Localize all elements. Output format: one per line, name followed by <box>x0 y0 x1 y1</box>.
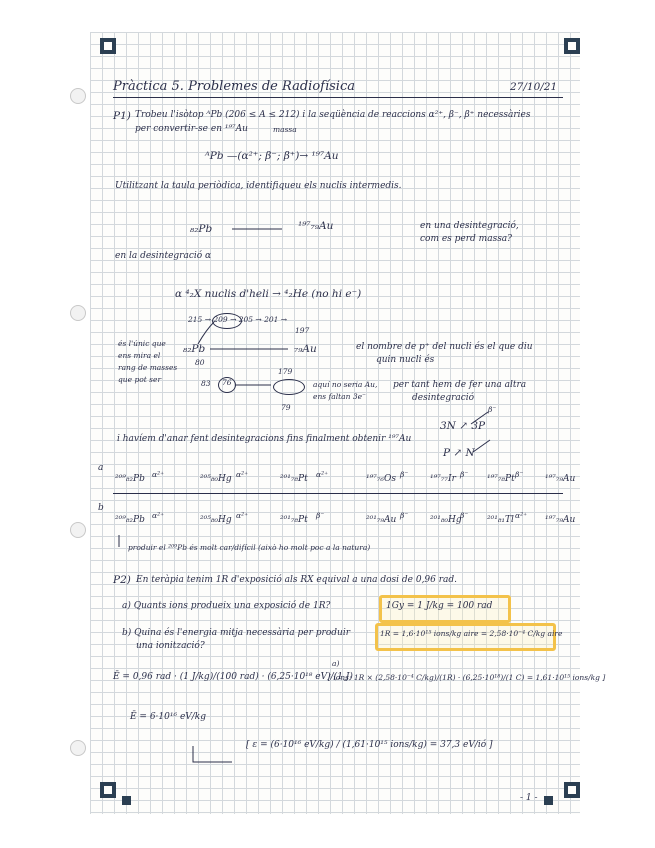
nuclide-label: ¹⁹⁷₇₇Ir <box>430 474 456 484</box>
au-note-cont: ens faltan 3e⁻ <box>313 392 367 401</box>
chain-76: 76 <box>222 378 232 387</box>
part-a-label: a) <box>332 659 340 668</box>
beta-label: β⁻ <box>488 405 497 414</box>
nuclide-label: ²⁰⁵₈₀Hg <box>200 515 232 525</box>
roentgen-conversion: 1R = 1,6·10¹⁵ ions/kg aire = 2,58·10⁻⁴ C/kg aire <box>380 629 563 638</box>
final-energy-equation: [ ε = (6·10¹⁶ eV/kg) / (1,61·10¹⁵ ions/kg) = 37,3 eV/ió ] <box>246 740 493 750</box>
alpha-equation: α ⁴₂X nuclis d'heli → ⁴₂He (no hi e⁻) <box>175 288 362 300</box>
decay-type-label: α²⁺ <box>236 511 249 520</box>
chain-au: ₇₉Au <box>294 343 317 355</box>
nuclide-label: ²⁰¹₇₉Au <box>366 515 397 525</box>
left-note-line: rang de masses <box>118 363 178 372</box>
problem-1-number: P1) <box>113 110 131 122</box>
decay-type-label: α²⁺ <box>316 470 329 479</box>
problem-2-number: P2) <box>113 574 131 586</box>
arrow-line <box>198 322 214 344</box>
reaction-equation: ᴬPb —(α²⁺; β⁻; β⁺)→ ¹⁹⁷Au <box>205 150 339 162</box>
nuclide-label: ²⁰⁵₈₀Hg <box>200 474 232 484</box>
page-title: Pràctica 5. Problemes de Radiofísica <box>113 79 355 94</box>
arrow-line <box>471 412 488 424</box>
left-note-line: és l'únic que <box>118 339 166 348</box>
question-b-cont: una ionització? <box>136 641 205 651</box>
instruction-text: Utilitzant la taula periòdica, identifiqueu els nuclis intermedis. <box>115 181 402 191</box>
question-a: a) Quants ions produeix una exposició de 1R? <box>122 601 331 611</box>
decay-type-label: α²⁺ <box>152 511 165 520</box>
footnote: produir el ²⁰⁹Pb és molt car/difícil (això ho molt poc a la natura) <box>128 543 371 552</box>
proton-note-cont: quin nucli és <box>376 355 435 365</box>
neutron-proton-1: 3N ↗ 3P <box>440 420 486 432</box>
mass-197: 197 <box>295 326 310 335</box>
decay-type-label: α²⁺ <box>236 470 249 479</box>
energy-result: Ē = 6·10¹⁶ eV/kg <box>130 712 207 722</box>
nuclide-label: ²⁰⁹₈₂Pb <box>115 515 145 525</box>
problem-2-statement: En teràpia tenim 1R d'exposició als RX equival a una dosi de 0,96 rad. <box>136 575 458 585</box>
nucleus-au: ¹⁹⁷₇₉Au <box>298 220 334 232</box>
proton-note: el nombre de p⁺ del nucli és el que diu <box>356 342 533 352</box>
problem-1-statement: Trobeu l'isòtop ᴬPb (206 ≤ A ≤ 212) i la seqüència de reaccions α²⁺, β⁻, β⁺ necessàries <box>135 110 531 120</box>
mass-question-cont: com es perd massa? <box>420 234 512 244</box>
nuclide-label: ¹⁹⁷₇₉Au <box>545 474 576 484</box>
decay-type-label: β⁻ <box>515 470 524 479</box>
page-number: - 1 - <box>520 793 538 803</box>
problem-1-statement-cont: per convertir-se en ¹⁹⁷Au <box>135 124 248 134</box>
chain-80: 80 <box>195 358 205 367</box>
mass-chain-numbers: 215 → 209 → 205 → 201 → <box>188 315 288 324</box>
nuclide-label: ²⁰⁹₈₂Pb <box>115 474 145 484</box>
decay-type-label: β⁻ <box>400 511 409 520</box>
nucleus-pb: ₈₂Pb <box>190 223 213 235</box>
question-b: b) Quina és l'energia mitja necessària per produir <box>122 628 351 638</box>
chain-179: 179 <box>278 367 293 376</box>
decay-type-label: β⁻ <box>400 470 409 479</box>
nuclide-label: ¹⁹⁷₇₈Pt <box>487 474 515 484</box>
neutron-proton-2: P ↗ N <box>443 447 475 459</box>
ions-equation: [ ions: 1R × (2,58·10⁻⁴ C/kg)/(1R) · (6,25·10¹⁸)/(1 C) = 1,61·10¹⁵ ions/kg ] <box>328 673 606 682</box>
chain-a-marker: a <box>98 463 104 473</box>
chain-83: 83 <box>201 379 211 388</box>
mass-question: en una desintegració, <box>420 221 519 231</box>
nuclide-label: ¹⁹⁷₇₉Au <box>545 515 576 525</box>
decay-type-label: α²⁺ <box>515 511 528 520</box>
desintegration-note: per tant hem de fer una altra <box>393 380 527 390</box>
au-note: aquí no seria Au, <box>313 380 378 389</box>
decay-type-label: β⁻ <box>460 511 469 520</box>
gray-conversion: 1Gy = 1 J/kg = 100 rad <box>386 601 493 611</box>
nuclide-label: ²⁰¹₈₁Tl <box>487 515 514 525</box>
nuclide-label: ¹⁹⁷₇₆Os <box>366 474 397 484</box>
chain-pb: ₈₂Pb <box>183 343 206 355</box>
energy-equation: Ē = 0,96 rad · (1 J/kg)/(100 rad) · (6,25·10¹⁸ eV)/(1 J) <box>113 672 353 682</box>
arrow-line <box>193 746 232 762</box>
mass-note: massa <box>273 125 297 134</box>
nuclide-label: ²⁰¹₇₈Pt <box>280 515 308 525</box>
decay-type-label: β⁻ <box>316 511 325 520</box>
left-note-line: que pot ser <box>118 375 162 384</box>
chain-79: 79 <box>281 403 291 412</box>
alpha-intro: en la desintegració α <box>115 251 212 261</box>
final-statement: i havíem d'anar fent desintegracions fins finalment obtenir ¹⁹⁷Au <box>117 434 412 444</box>
page-date: 27/10/21 <box>510 81 558 93</box>
nuclide-label: ²⁰¹₇₈Pt <box>280 474 308 484</box>
arrow-line <box>473 440 490 452</box>
nuclide-label: ²⁰¹₈₀Hg <box>430 515 462 525</box>
desintegration-note-cont: desintegració <box>412 393 475 403</box>
left-note-line: ens mira el <box>118 351 161 360</box>
decay-type-label: α²⁺ <box>152 470 165 479</box>
decay-type-label: β⁻ <box>460 470 469 479</box>
chain-b-marker: b <box>98 503 104 513</box>
